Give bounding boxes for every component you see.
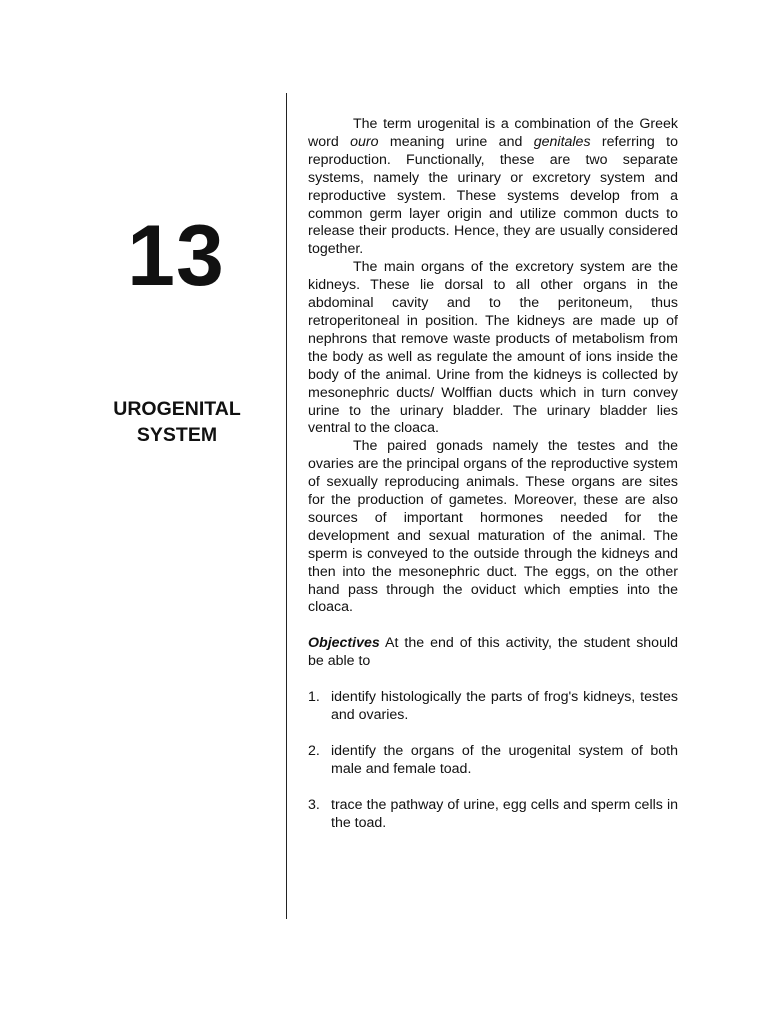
chapter-title-line-1: UROGENITAL <box>113 398 241 420</box>
objectives-paragraph <box>308 635 678 671</box>
objective-text: identify the organs of the urogenital system of both male and female toad. <box>331 742 678 777</box>
intro-text-b: meaning urine and <box>378 133 534 150</box>
term-ouro: ouro <box>350 133 379 150</box>
objective-text: identify histologically the parts of frog's kidneys, testes and ovaries. <box>331 689 678 724</box>
objectives-label: Objectives <box>308 635 380 652</box>
intro-text-c: referring to reproduction. Functionally, these are two separate systems, namely the urinary or excretory system and reproductive system. These systems develop from a common germ layer origin and utilize common ducts to release their products. Hence, they are usually considered together. <box>308 133 678 258</box>
objective-number: 3. <box>308 796 320 813</box>
objective-item <box>308 689 678 725</box>
objectives-intro: At the end of this activity, the student should be able to <box>308 635 678 670</box>
chapter-number: 13 <box>127 208 225 304</box>
objective-item <box>308 743 678 779</box>
objective-item <box>308 797 678 833</box>
chapter-body <box>308 116 678 850</box>
intro-paragraph <box>308 116 678 259</box>
vertical-divider <box>286 93 287 919</box>
objectives-list <box>308 689 678 832</box>
excretory-paragraph: The main organs of the excretory system are the kidneys. These lie dorsal to all other organs in the abdominal cavity and to the peritoneum, thus retroperitoneal in position. The kidneys are made up of nephrons that remove waste products of metabolism from the body as well as regulate the amount of ions inside the body of the animal. Urine from the kidneys is collected by mesonephric ducts/ Wolffian ducts which in turn convey urine to the urinary bladder. The urinary bladder lies ventral to the cloaca. <box>308 259 678 437</box>
objective-text: trace the pathway of urine, egg cells and sperm cells in the toad. <box>331 796 678 831</box>
reproductive-paragraph: The paired gonads namely the testes and the ovaries are the principal organs of the reproductive system of sexually reproducing animals. These organs are sites for the production of gametes. Moreover, these are also sources of important hormones needed for the development and sexual maturation of the animal. The sperm is conveyed to the outside through the kidneys and then into the mesonephric duct. The eggs, on the other hand pass through the oviduct which empties into the cloaca. <box>308 438 678 616</box>
objective-number: 2. <box>308 742 320 759</box>
chapter-title <box>92 396 262 448</box>
objective-number: 1. <box>308 689 320 706</box>
term-genitales: genitales <box>533 133 591 150</box>
intro-text-a: The term urogenital is a combination of the Greek word <box>308 116 678 150</box>
chapter-title-line-2: SYSTEM <box>136 424 218 446</box>
